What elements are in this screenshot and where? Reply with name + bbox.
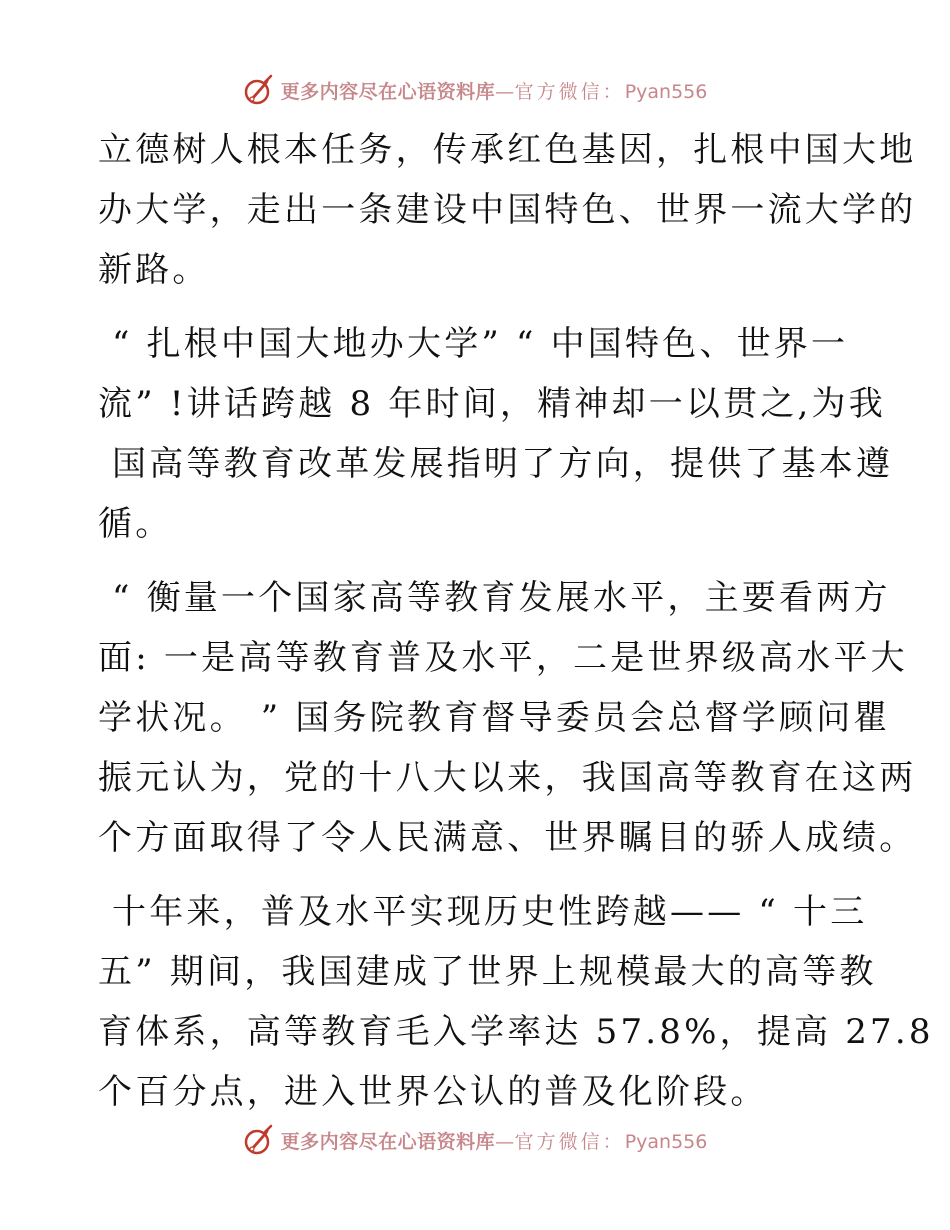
text-line: 个方面取得了令人民满意、世界瞩目的骄人成绩。 bbox=[98, 818, 917, 858]
text-line: 立德树人根本任务，传承红色基因，扎根中国大地 bbox=[98, 130, 917, 170]
text-line: 十年来，普及水平实现历史性跨越—— “ 十三 bbox=[98, 892, 868, 932]
pen-circle-icon bbox=[243, 74, 275, 106]
text-line: 学状况。 ” 国务院教育督导委员会总督学顾问瞿 bbox=[98, 698, 891, 738]
text-line: 育体系，高等教育毛入学率达 57.8%，提高 27.8 bbox=[98, 1012, 934, 1052]
paragraph-4 bbox=[98, 882, 934, 1122]
banner-text bbox=[281, 77, 708, 104]
footer-banner bbox=[0, 1122, 950, 1158]
banner-wechat-id: Pyan556 bbox=[624, 1130, 708, 1153]
text-line: 五” 期间，我国建成了世界上规模最大的高等教 bbox=[98, 952, 877, 992]
paragraph-1 bbox=[98, 120, 917, 300]
text-line: “ 扎根中国大地办大学” “ 中国特色、世界一 bbox=[98, 324, 849, 364]
text-line: 个百分点，进入世界公认的普及化阶段。 bbox=[98, 1072, 768, 1112]
text-line: 振元认为，党的十八大以来，我国高等教育在这两 bbox=[98, 758, 917, 798]
banner-main-text: 更多内容尽在心语资料库 bbox=[280, 1130, 496, 1153]
banner-text bbox=[281, 1127, 708, 1154]
paragraph-2 bbox=[98, 314, 894, 554]
text-line: 办大学，走出一条建设中国特色、世界一流大学的 bbox=[98, 190, 917, 230]
banner-sub-text: 官方微信： bbox=[514, 1130, 625, 1153]
document-body bbox=[98, 120, 934, 1122]
pen-circle-icon bbox=[243, 1124, 275, 1156]
banner-dash: — bbox=[495, 1130, 515, 1153]
banner-wechat-id: Pyan556 bbox=[624, 80, 708, 103]
text-line: 循。 bbox=[98, 504, 173, 544]
text-line: “ 衡量一个国家高等教育发展水平，主要看两方 bbox=[98, 578, 891, 618]
banner-main-text: 更多内容尽在心语资料库 bbox=[280, 80, 496, 103]
banner-sub-text: 官方微信： bbox=[514, 80, 625, 103]
text-line: 面: 一是高等教育普及水平，二是世界级高水平大 bbox=[98, 638, 908, 678]
header-banner bbox=[0, 72, 950, 108]
text-line: 新路。 bbox=[98, 250, 210, 290]
paragraph-3 bbox=[98, 568, 917, 868]
text-line: 国高等教育改革发展指明了方向，提供了基本遵 bbox=[98, 444, 894, 484]
text-line: 流” !讲话跨越 8 年时间，精神却一以贯之,为我 bbox=[98, 384, 886, 424]
banner-dash: — bbox=[495, 80, 515, 103]
